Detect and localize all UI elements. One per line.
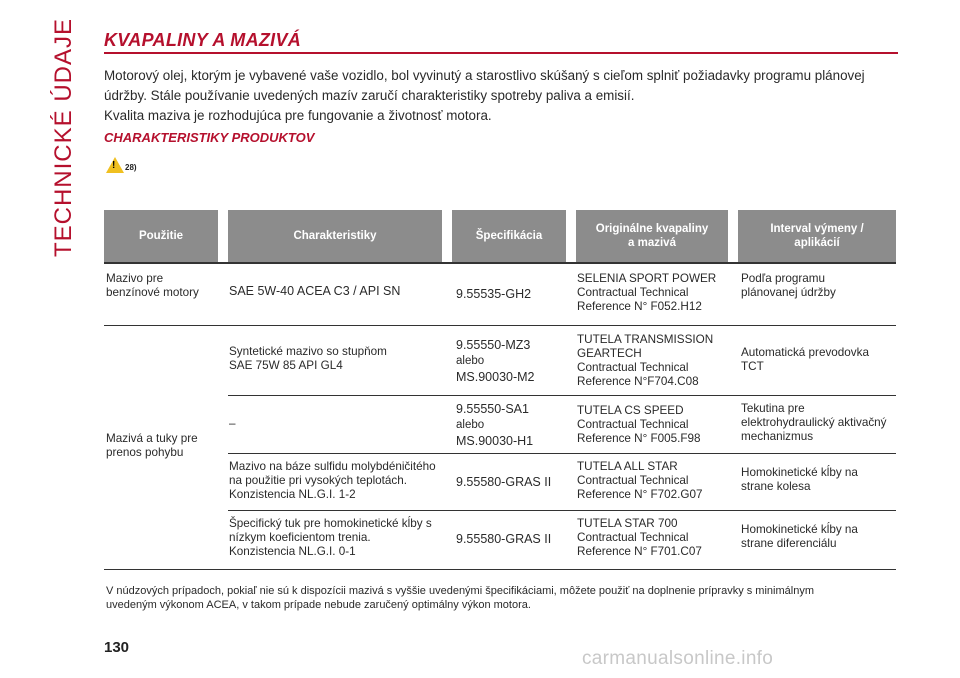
intro-paragraph: [104, 66, 904, 126]
cell-line: Reference N° F005.F98: [577, 432, 701, 445]
cell-char-row2: [229, 345, 387, 373]
cell-interval-row3: [741, 402, 887, 444]
cell-orig-row5: [577, 517, 702, 559]
cell-use-transmission-lubricants: [106, 432, 198, 460]
footnote-line: V núdzových prípadoch, pokiaľ nie sú k dispozícii mazivá s vyššie uvedenými špecifikáciami, môžete použiť na doplnenie prípravky s minimálnym: [106, 585, 814, 597]
header-use: [104, 210, 218, 262]
cell-line: Automatická prevodovka: [741, 346, 869, 359]
cell-spec-row2: [456, 337, 535, 385]
section-subtitle: CHARAKTERISTIKY PRODUKTOV: [104, 130, 315, 145]
footnote: [106, 584, 896, 612]
cell-char-row3: –: [229, 417, 236, 430]
cell-line: TUTELA CS SPEED: [577, 404, 684, 417]
watermark: carmanualsonline.info: [582, 648, 774, 669]
cell-spec-row1: 9.55535-GH2: [456, 287, 532, 301]
footnote-line: uvedeným výkonom ACEA, v takom prípade nebude zaručený optimálny výkon motora.: [106, 599, 531, 611]
side-label-text: TECHNICKÉ ÚDAJE: [50, 18, 77, 258]
header-use-label: Použitie: [138, 230, 184, 242]
cell-interval-row5: [741, 523, 858, 551]
cell-line: Contractual Technical: [577, 361, 689, 374]
intro-line: Motorový olej, ktorým je vybavené vaše vozidlo, bol vyvinutý a starostlivo skúšaný s cieľom splniť požiadavky programu plánovej: [104, 68, 865, 83]
header-characteristics: [228, 210, 442, 262]
row-divider: [104, 325, 896, 326]
cell-line: strane kolesa: [741, 480, 811, 493]
cell-interval-row4: [741, 466, 858, 494]
header-bottom-rule: [104, 262, 896, 264]
cell-line: benzínové motory: [106, 286, 199, 299]
cell-line: Homokinetické kĺby na: [741, 466, 858, 479]
cell-orig-row4: [577, 460, 703, 502]
intro-line: údržby. Stále používanie uvedených mazív zaručí charakteristiky spotreby paliva a emisií.: [104, 88, 635, 103]
cell-line: Contractual Technical: [577, 286, 689, 299]
cell-interval-row1: [741, 272, 836, 300]
cell-orig-row2: [577, 333, 713, 389]
cell-interval-row2: [741, 346, 869, 374]
cell-line: prenos pohybu: [106, 446, 184, 459]
cell-line: Konzistencia NL.G.I. 1-2: [229, 488, 356, 501]
cell-line: TUTELA TRANSMISSION: [577, 333, 714, 346]
section-side-label: [50, 18, 80, 258]
header-interval: [738, 210, 896, 262]
cell-line: MS.90030-M2: [456, 370, 535, 384]
cell-line: strane diferenciálu: [741, 537, 837, 550]
row-divider: [228, 453, 896, 454]
cell-line: 9.55550-MZ3: [456, 338, 531, 352]
cell-line: MS.90030-H1: [456, 434, 534, 448]
page-title: KVAPALINY A MAZIVÁ: [104, 30, 302, 50]
header-original-line: a mazivá: [628, 237, 676, 249]
row-divider: [228, 510, 896, 511]
cell-line: na použitie pri vysokých teplotách.: [229, 474, 408, 487]
table-bottom-rule: [104, 569, 896, 570]
cell-line: 9.55550-SA1: [456, 402, 529, 416]
header-specification: [452, 210, 566, 262]
cell-line: Syntetické mazivo so stupňom: [229, 345, 387, 358]
cell-line: Mazivá a tuky pre: [106, 432, 198, 445]
cell-line: Reference N° F052.H12: [577, 300, 702, 313]
cell-line: plánovanej údržby: [741, 286, 836, 299]
cell-line: TUTELA ALL STAR: [577, 460, 678, 473]
cell-line: alebo: [456, 355, 485, 367]
cell-line: Konzistencia NL.G.I. 0-1: [229, 545, 356, 558]
cell-line: SELENIA SPORT POWER: [577, 272, 717, 285]
cell-line: Mazivo na báze sulfidu molybdéničitého: [229, 460, 436, 473]
warning-reference: [106, 155, 146, 175]
header-characteristics-label: Charakteristiky: [293, 230, 377, 242]
cell-line: Tekutina pre: [741, 402, 805, 415]
header-specification-label: Špecifikácia: [475, 230, 543, 242]
cell-orig-row3: [577, 404, 701, 446]
cell-line: Contractual Technical: [577, 418, 689, 431]
intro-line: Kvalita maziva je rozhodujúca pre fungovanie a životnosť motora.: [104, 108, 492, 123]
cell-line: Reference N°F704.C08: [577, 375, 699, 388]
cell-spec-row5: 9.55580-GRAS II: [456, 532, 552, 546]
exclamation-icon: !: [112, 160, 116, 171]
warning-number: 28): [125, 163, 137, 172]
page-number: 130: [104, 639, 130, 656]
cell-spec-row4: 9.55580-GRAS II: [456, 475, 552, 489]
header-interval-line: Interval výmeny /: [770, 223, 864, 235]
cell-line: Podľa programu: [741, 272, 825, 285]
cell-line: Homokinetické kĺby na: [741, 523, 858, 536]
header-interval-line: aplikácií: [794, 237, 840, 249]
header-original-line: Originálne kvapaliny: [595, 223, 709, 235]
cell-line: TCT: [741, 360, 764, 373]
cell-use-engine-oil: [106, 272, 199, 300]
cell-line: Mazivo pre: [106, 272, 164, 285]
cell-line: TUTELA STAR 700: [577, 517, 678, 530]
cell-line: Contractual Technical: [577, 531, 689, 544]
cell-line: elektrohydraulický aktivačný: [741, 416, 887, 429]
header-original-fluids: [576, 210, 728, 262]
cell-char-row1: SAE 5W-40 ACEA C3 / API SN: [229, 284, 401, 298]
row-divider: [228, 395, 896, 396]
cell-line: Reference N° F701.C07: [577, 545, 702, 558]
cell-line: alebo: [456, 419, 485, 431]
title-underline: [104, 52, 898, 54]
cell-line: Reference N° F702.G07: [577, 488, 703, 501]
cell-line: SAE 75W 85 API GL4: [229, 359, 343, 372]
cell-char-row4: [229, 460, 436, 502]
cell-line: nízkym koeficientom trenia.: [229, 531, 371, 544]
cell-line: GEARTECH: [577, 347, 642, 360]
cell-line: mechanizmus: [741, 430, 814, 443]
cell-line: Contractual Technical: [577, 474, 689, 487]
cell-char-row5: [229, 517, 432, 559]
cell-orig-row1: [577, 272, 716, 314]
cell-line: Špecifický tuk pre homokinetické kĺby s: [229, 517, 432, 530]
cell-spec-row3: [456, 401, 533, 449]
